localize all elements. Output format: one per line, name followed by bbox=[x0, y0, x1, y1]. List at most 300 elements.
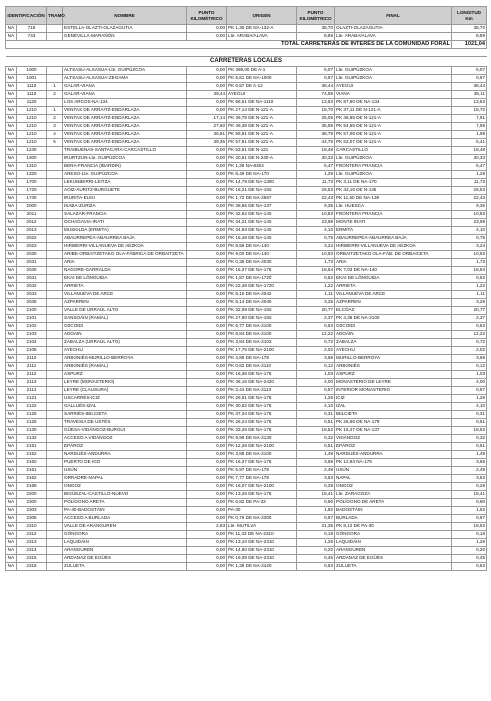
cell-origen: PK 4,86 DE NA-178 bbox=[227, 355, 297, 363]
cell-org: NA bbox=[6, 163, 17, 171]
cell-final: Lte. ARABA/ALAVA bbox=[335, 33, 452, 41]
cell-pk-final: 0,75 bbox=[297, 235, 335, 243]
cell-pk-inicial: 0,00 bbox=[187, 25, 227, 33]
table-row bbox=[6, 507, 487, 515]
cell-origen: PK 3,88 DE NA-2100 bbox=[227, 451, 297, 459]
cell-longitud: 18,52 bbox=[452, 523, 487, 531]
cell-pk-inicial: 0,00 bbox=[187, 395, 227, 403]
cell-origen: PK 39,78 DE N-121-A bbox=[227, 115, 297, 123]
cell-longitud: 0,75 bbox=[452, 235, 487, 243]
cell-final: PK 37,11 DE N-121-A bbox=[335, 107, 452, 115]
cell-org: NA bbox=[6, 323, 17, 331]
cell-final: BADOSTÁIN bbox=[335, 507, 452, 515]
cell-id: 2314 bbox=[17, 547, 47, 555]
cell-org: NA bbox=[6, 25, 17, 33]
cell-org: NA bbox=[6, 379, 17, 387]
cell-pk-final: 0,67 bbox=[297, 515, 335, 523]
table-row bbox=[6, 219, 487, 227]
cell-nombre: SANSOÁIN (RAMAL) bbox=[63, 315, 187, 323]
table-row bbox=[6, 67, 487, 75]
cell-pk-inicial: 0,00 bbox=[187, 283, 227, 291]
cell-pk-final: 16,64 bbox=[297, 267, 335, 275]
cell-tramo bbox=[47, 435, 63, 443]
cell-pk-final: 4,00 bbox=[297, 379, 335, 387]
cell-nombre: ARDANAZ DE EGÜÉS bbox=[63, 555, 187, 563]
cell-id: 1700 bbox=[17, 179, 47, 187]
cell-id: 2114 bbox=[17, 387, 47, 395]
cell-nombre: ASPURZ bbox=[63, 371, 187, 379]
cell-origen: PK 16,07 DE NA-2100 bbox=[227, 483, 297, 491]
table-row bbox=[6, 139, 487, 147]
cell-final: AYEGUI bbox=[335, 83, 452, 91]
cell-tramo bbox=[47, 195, 63, 203]
cell-longitud: 1,98 bbox=[452, 131, 487, 139]
table-row bbox=[6, 411, 487, 419]
cell-pk-inicial: 2,83 bbox=[187, 523, 227, 531]
cell-tramo bbox=[47, 187, 63, 195]
cell-pk-inicial: 0,00 bbox=[187, 371, 227, 379]
cell-pk-inicial: 0,00 bbox=[187, 83, 227, 91]
table-row bbox=[6, 235, 487, 243]
cell-tramo bbox=[47, 547, 63, 555]
cell-pk-final: 1,92 bbox=[297, 507, 335, 515]
table-row bbox=[6, 483, 487, 491]
cell-org: NA bbox=[6, 211, 17, 219]
cell-tramo bbox=[47, 395, 63, 403]
cell-nombre: VENTAS DE ARRAITZ-ENDARLAZA bbox=[63, 139, 187, 147]
cell-pk-final: 0,67 bbox=[297, 75, 335, 83]
cell-tramo bbox=[47, 515, 63, 523]
cell-nombre: ACCESO A BURLADA bbox=[63, 515, 187, 523]
cell-pk-final: 10,93 bbox=[297, 251, 335, 259]
cell-org: NA bbox=[6, 219, 17, 227]
cell-tramo: 1 bbox=[47, 83, 63, 91]
cell-origen: PK 30,62 DE NA-178 bbox=[227, 403, 297, 411]
table-row bbox=[6, 539, 487, 547]
cell-pk-inicial: 0,00 bbox=[187, 427, 227, 435]
cell-pk-inicial: 0,00 bbox=[187, 187, 227, 195]
cell-tramo bbox=[47, 427, 63, 435]
cell-nombre: ARANGUREN bbox=[63, 547, 187, 555]
cell-id: 2303 bbox=[17, 507, 47, 515]
cell-final: CARCASTILLO bbox=[335, 147, 452, 155]
cell-pk-final: 0,18 bbox=[297, 531, 335, 539]
cell-longitud: 38,44 bbox=[452, 83, 487, 91]
table-row bbox=[6, 307, 487, 315]
cell-longitud: 13,63 bbox=[452, 99, 487, 107]
cell-pk-final: 15,70 bbox=[297, 107, 335, 115]
cell-longitud: 2,37 bbox=[452, 315, 487, 323]
cell-org: NA bbox=[6, 195, 17, 203]
cell-nombre: ARIA bbox=[63, 259, 187, 267]
cell-tramo bbox=[47, 243, 63, 251]
cell-pk-final: 44,76 bbox=[297, 139, 335, 147]
cell-id: 2151 bbox=[17, 443, 47, 451]
cell-id: 2122 bbox=[17, 403, 47, 411]
cell-origen: AYEGUI bbox=[227, 91, 297, 99]
table-row bbox=[6, 395, 487, 403]
cell-pk-final: 38,70 bbox=[297, 25, 335, 33]
cell-pk-inicial: 36,81 bbox=[187, 131, 227, 139]
cell-pk-inicial: 0,00 bbox=[187, 147, 227, 155]
cell-id: 2310 bbox=[17, 523, 47, 531]
cell-origen: PK 18,21 DE NA-150 bbox=[227, 187, 297, 195]
cell-org: NA bbox=[6, 483, 17, 491]
cell-tramo bbox=[47, 147, 63, 155]
cell-tramo: 5 bbox=[47, 139, 63, 147]
cell-pk-final: 0,51 bbox=[297, 419, 335, 427]
cell-nombre: EKAI DE LÓNGUIDA bbox=[63, 275, 187, 283]
cell-longitud: 0,51 bbox=[452, 443, 487, 451]
cell-tramo bbox=[47, 355, 63, 363]
cell-id: 2316 bbox=[17, 563, 47, 571]
table-row bbox=[6, 75, 487, 83]
cell-tramo bbox=[47, 483, 63, 491]
table-row bbox=[6, 403, 487, 411]
table-row bbox=[6, 555, 487, 563]
cell-pk-inicial: 0,00 bbox=[187, 355, 227, 363]
cell-pk-final: 38,44 bbox=[297, 83, 335, 91]
cell-final: Lte. ZARAGOZA bbox=[335, 491, 452, 499]
cell-pk-inicial: 27,60 bbox=[187, 123, 227, 131]
cell-longitud: 1,11 bbox=[452, 291, 487, 299]
cell-origen: PA-30 bbox=[227, 507, 297, 515]
cell-id: 1320 bbox=[17, 171, 47, 179]
cell-longitud: 6,07 bbox=[452, 67, 487, 75]
cell-tramo bbox=[47, 307, 63, 315]
table-row bbox=[6, 251, 487, 259]
cell-tramo: 2 bbox=[47, 91, 63, 99]
cell-nombre: VENTAS DE ARRAITZ-ENDARLAZA bbox=[63, 107, 187, 115]
cell-id: 1310 bbox=[17, 163, 47, 171]
cell-pk-inicial: 0,00 bbox=[187, 531, 227, 539]
cell-longitud: 2,49 bbox=[452, 467, 487, 475]
cell-tramo bbox=[47, 227, 63, 235]
cell-org: NA bbox=[6, 539, 17, 547]
cell-longitud: 23,98 bbox=[452, 219, 487, 227]
col-header-origen: ORIGEN bbox=[227, 7, 297, 25]
cell-origen: PK 399,00 DE A-1 bbox=[227, 67, 297, 75]
cell-longitud: 1,73 bbox=[452, 259, 487, 267]
cell-origen: PK 27,90 DE NA-150 bbox=[227, 315, 297, 323]
table-row bbox=[6, 91, 487, 99]
cell-nombre: ARIBE-ORBAITZETAKO OLA-FÁBRICA DE ORBAITZETA bbox=[63, 251, 187, 259]
cell-id: 2100 bbox=[17, 307, 47, 315]
cell-id: 2013 bbox=[17, 227, 47, 235]
cell-final: INTERIOR MONASTERIO bbox=[335, 387, 452, 395]
cell-pk-final: 13,63 bbox=[297, 99, 335, 107]
cell-pk-inicial: 0,00 bbox=[187, 451, 227, 459]
cell-pk-final: 2,37 bbox=[297, 315, 335, 323]
table-row bbox=[6, 259, 487, 267]
cell-pk-inicial: 0,00 bbox=[187, 163, 227, 171]
cell-nombre: ZULUETA bbox=[63, 563, 187, 571]
cell-id: 718 bbox=[17, 25, 47, 33]
cell-longitud: 8,89 bbox=[452, 33, 487, 41]
cell-id: 2045 bbox=[17, 299, 47, 307]
cell-org: NA bbox=[6, 419, 17, 427]
cell-pk-inicial: 0,00 bbox=[187, 331, 227, 339]
cell-pk-inicial: 0,00 bbox=[187, 267, 227, 275]
cell-tramo bbox=[47, 251, 63, 259]
cell-nombre: SALAZAR-FRANCIA bbox=[63, 211, 187, 219]
cell-longitud: 0,57 bbox=[452, 387, 487, 395]
cell-pk-final: 23,98 bbox=[297, 219, 335, 227]
cell-pk-inicial: 0,00 bbox=[187, 555, 227, 563]
table-row bbox=[6, 427, 487, 435]
cell-pk-inicial: 0,00 bbox=[187, 307, 227, 315]
cell-origen: PK 26,24 DE NA-178 bbox=[227, 419, 297, 427]
cell-org: NA bbox=[6, 203, 17, 211]
cell-nombre: ISABA-ZURIZA bbox=[63, 203, 187, 211]
cell-final: MURILLO-BERROYA bbox=[335, 355, 452, 363]
table-row bbox=[6, 531, 487, 539]
cell-tramo bbox=[47, 403, 63, 411]
cell-final: IBILCIETA bbox=[335, 411, 452, 419]
cell-tramo bbox=[47, 259, 63, 267]
cell-longitud: 0,31 bbox=[452, 411, 487, 419]
cell-final: EKAI DE LÓNGUIDA bbox=[335, 275, 452, 283]
table-row bbox=[6, 275, 487, 283]
cell-pk-final: 22,43 bbox=[297, 195, 335, 203]
cell-nombre: MUSKILDA (ERMITA) bbox=[63, 227, 187, 235]
cell-pk-inicial: 0,00 bbox=[187, 227, 227, 235]
cell-final: PK 46,85 DE N-121-A bbox=[335, 115, 452, 123]
cell-org: NA bbox=[6, 355, 17, 363]
cell-id: 2110 bbox=[17, 355, 47, 363]
cell-longitud: 29,53 bbox=[452, 187, 487, 195]
cell-nombre: TRAVESIA DE USTÉS bbox=[63, 419, 187, 427]
cell-pk-final: 10,83 bbox=[297, 211, 335, 219]
cell-nombre: GENEVILLA-MARAÑÓN bbox=[63, 33, 187, 41]
cell-nombre: IRURITA-EUGI bbox=[63, 195, 187, 203]
cell-pk-final: 0,63 bbox=[297, 563, 335, 571]
cell-nombre: ALTSASU-ALSASUA-Lte. GUIPÚZCOA bbox=[63, 67, 187, 75]
cell-pk-final: 2,49 bbox=[297, 467, 335, 475]
cell-final: AZPARREN bbox=[335, 299, 452, 307]
cell-pk-inicial: 0,00 bbox=[187, 563, 227, 571]
cell-final: ARANGUREN bbox=[335, 547, 452, 555]
cell-pk-final: 15,41 bbox=[297, 491, 335, 499]
cell-org: NA bbox=[6, 387, 17, 395]
table-row bbox=[6, 299, 487, 307]
cell-final: ICIZ bbox=[335, 395, 452, 403]
cell-final: Lte. GUIPÚZKOA bbox=[335, 67, 452, 75]
cell-tramo bbox=[47, 555, 63, 563]
cell-final: AYECHU bbox=[335, 347, 452, 355]
cell-id: 2113 bbox=[17, 379, 47, 387]
cell-tramo bbox=[47, 299, 63, 307]
cell-id: 2315 bbox=[17, 555, 47, 563]
table-header-row bbox=[6, 7, 487, 25]
cell-org: NA bbox=[6, 371, 17, 379]
cell-pk-inicial: 0,00 bbox=[187, 315, 227, 323]
cell-final: PK 26,66 DE NA-178 bbox=[335, 419, 452, 427]
cell-pk-inicial: 17,14 bbox=[187, 115, 227, 123]
cell-nombre: USÚN bbox=[63, 467, 187, 475]
cell-longitud: 0,63 bbox=[452, 563, 487, 571]
cell-pk-final: 1,22 bbox=[297, 283, 335, 291]
cell-id: 2104 bbox=[17, 339, 47, 347]
cell-origen: PK 13,10 DE NA-2310 bbox=[227, 539, 297, 547]
cell-tramo bbox=[47, 211, 63, 219]
cell-pk-final: 0,31 bbox=[297, 411, 335, 419]
cell-origen: PK 1,72 DE NA-2567 bbox=[227, 195, 297, 203]
cell-origen: PK 36,16 DE NA-2420 bbox=[227, 379, 297, 387]
cell-longitud: 18,48 bbox=[452, 147, 487, 155]
cell-longitud: 3,65 bbox=[452, 459, 487, 467]
cell-longitud: 0,32 bbox=[452, 435, 487, 443]
cell-org: NA bbox=[6, 563, 17, 571]
cell-final: ARBONIÉS bbox=[335, 363, 452, 371]
top-rows bbox=[6, 25, 487, 41]
cell-tramo bbox=[47, 75, 63, 83]
cell-org: NA bbox=[6, 331, 17, 339]
table-row bbox=[6, 211, 487, 219]
cell-origen: PK 8,84 DE NA-2100 bbox=[227, 331, 297, 339]
cell-origen: PK 38,65 DE NA-137 bbox=[227, 203, 297, 211]
cell-id: 2161 bbox=[17, 467, 47, 475]
cell-pk-final: 0,72 bbox=[297, 339, 335, 347]
col-header-pk-final: PUNTO KILOMÉTRICO bbox=[297, 7, 335, 25]
cell-nombre: ORRADRE-NAPAL bbox=[63, 475, 187, 483]
cell-org: NA bbox=[6, 363, 17, 371]
total-value: 1021,04 bbox=[452, 41, 487, 49]
cell-id: 1240 bbox=[17, 147, 47, 155]
cell-id: 2305 bbox=[17, 515, 47, 523]
cell-pk-inicial: 39,35 bbox=[187, 139, 227, 147]
cell-longitud: 2,02 bbox=[452, 347, 487, 355]
roads-document bbox=[5, 6, 486, 571]
cell-tramo: 2 bbox=[47, 115, 63, 123]
cell-nombre: ARBONIÉS-MURILLO-BERROYA bbox=[63, 355, 187, 363]
cell-longitud: 20,77 bbox=[452, 307, 487, 315]
cell-origen: PK 13,25 DE NA-178 bbox=[227, 491, 297, 499]
table-row bbox=[6, 363, 487, 371]
cell-longitud: 7,95 bbox=[452, 123, 487, 131]
cell-final: IZAL bbox=[335, 403, 452, 411]
cell-tramo bbox=[47, 459, 63, 467]
table-row bbox=[6, 267, 487, 275]
cell-pk-final: 1,26 bbox=[297, 539, 335, 547]
cell-final: ERMITA bbox=[335, 227, 452, 235]
cell-origen: PK 1,30 DE NA-132-A bbox=[227, 25, 297, 33]
section-row bbox=[6, 57, 487, 67]
cell-org: NA bbox=[6, 507, 17, 515]
cell-final: ELCÓAZ bbox=[335, 307, 452, 315]
cell-org: NA bbox=[6, 251, 17, 259]
cell-final: OZCOIDI bbox=[335, 323, 452, 331]
cell-tramo bbox=[47, 491, 63, 499]
table-row bbox=[6, 283, 487, 291]
cell-longitud: 11,73 bbox=[452, 179, 487, 187]
cell-nombre: VILLANUEVA DE ARCE bbox=[63, 291, 187, 299]
cell-origen: PK 5,97 DE NA-178 bbox=[227, 467, 297, 475]
table-row bbox=[6, 371, 487, 379]
cell-pk-inicial: 0,00 bbox=[187, 219, 227, 227]
cell-longitud: 1,49 bbox=[452, 451, 487, 459]
table-row bbox=[6, 123, 487, 131]
cell-pk-final: 3,66 bbox=[297, 355, 335, 363]
cell-nombre: AOIZ-AURITZ-BURGUETE bbox=[63, 187, 187, 195]
cell-org: NA bbox=[6, 547, 17, 555]
cell-tramo bbox=[47, 451, 63, 459]
cell-longitud: 1,92 bbox=[452, 507, 487, 515]
cell-final: EPÁROZ bbox=[335, 443, 452, 451]
cell-pk-inicial: 0,00 bbox=[187, 33, 227, 41]
cell-final: PK 62,07 DE N-121-A bbox=[335, 139, 452, 147]
cell-id: 2041 bbox=[17, 275, 47, 283]
cell-pk-inicial: 0,00 bbox=[187, 387, 227, 395]
cell-nombre: ARBONIÉS (RAMAL) bbox=[63, 363, 187, 371]
cell-tramo bbox=[47, 363, 63, 371]
table-row bbox=[6, 25, 487, 33]
cell-longitud: 7,91 bbox=[452, 115, 487, 123]
cell-longitud: 0,63 bbox=[452, 323, 487, 331]
cell-org: NA bbox=[6, 33, 17, 41]
cell-pk-final: 11,73 bbox=[297, 179, 335, 187]
cell-pk-final: 18,48 bbox=[297, 147, 335, 155]
cell-org: NA bbox=[6, 259, 17, 267]
cell-pk-final: 1,26 bbox=[297, 395, 335, 403]
cell-id: 2000 bbox=[17, 203, 47, 211]
local-roads-rows bbox=[6, 67, 487, 571]
cell-id: 1210 bbox=[17, 107, 47, 115]
cell-final: PK 11,60 DE NA-138 bbox=[335, 195, 452, 203]
cell-final: NAPAL bbox=[335, 475, 452, 483]
cell-pk-final: 30,33 bbox=[297, 155, 335, 163]
cell-id: 2160 bbox=[17, 459, 47, 467]
cell-origen: PK 49,38 DE N-121-A bbox=[227, 123, 297, 131]
cell-final: ARDANAZ DE EGÜÉS bbox=[335, 555, 452, 563]
cell-nombre: ESTELLA-OLAZTI-OLAZAGUTIA bbox=[63, 25, 187, 33]
cell-final: ARIA bbox=[335, 259, 452, 267]
cell-longitud: 10,93 bbox=[452, 251, 487, 259]
table-row bbox=[6, 475, 487, 483]
cell-org: NA bbox=[6, 67, 17, 75]
cell-pk-final: 21,35 bbox=[297, 523, 335, 531]
cell-origen: PK 20,61 DE N-240-A bbox=[227, 155, 297, 163]
cell-pk-final: 0,32 bbox=[297, 435, 335, 443]
table-row bbox=[6, 107, 487, 115]
cell-nombre: LOS ARCOS-NA-134 bbox=[63, 99, 187, 107]
table-row bbox=[6, 435, 487, 443]
cell-pk-inicial: 0,00 bbox=[187, 507, 227, 515]
table-row bbox=[6, 155, 487, 163]
cell-pk-inicial: 0,00 bbox=[187, 379, 227, 387]
cell-final: Lte. HUESCA bbox=[335, 203, 452, 211]
cell-tramo bbox=[47, 163, 63, 171]
table-row bbox=[6, 131, 487, 139]
cell-id: 1000 bbox=[17, 67, 47, 75]
cell-tramo bbox=[47, 219, 63, 227]
cell-id: 2300 bbox=[17, 499, 47, 507]
cell-nombre: VENTAS DE ARRAITZ-ENDARLAZA bbox=[63, 131, 187, 139]
cell-longitud: 9,35 bbox=[452, 203, 487, 211]
cell-pk-inicial: 0,00 bbox=[187, 443, 227, 451]
cell-org: NA bbox=[6, 75, 17, 83]
cell-id: 2152 bbox=[17, 451, 47, 459]
cell-pk-final: 4,10 bbox=[297, 227, 335, 235]
table-row bbox=[6, 187, 487, 195]
cell-pk-inicial: 0,00 bbox=[187, 275, 227, 283]
total-label: TOTAL CARRETERAS DE INTERÉS DE LA COMUNIDAD FORAL bbox=[6, 41, 452, 49]
cell-final: VIDÁNGOZ bbox=[335, 435, 452, 443]
cell-longitud: 3,25 bbox=[452, 299, 487, 307]
cell-nombre: ABAURREPEA-ABAURREA BAJA bbox=[63, 235, 187, 243]
cell-org: NA bbox=[6, 115, 17, 123]
cell-tramo: 4 bbox=[47, 131, 63, 139]
